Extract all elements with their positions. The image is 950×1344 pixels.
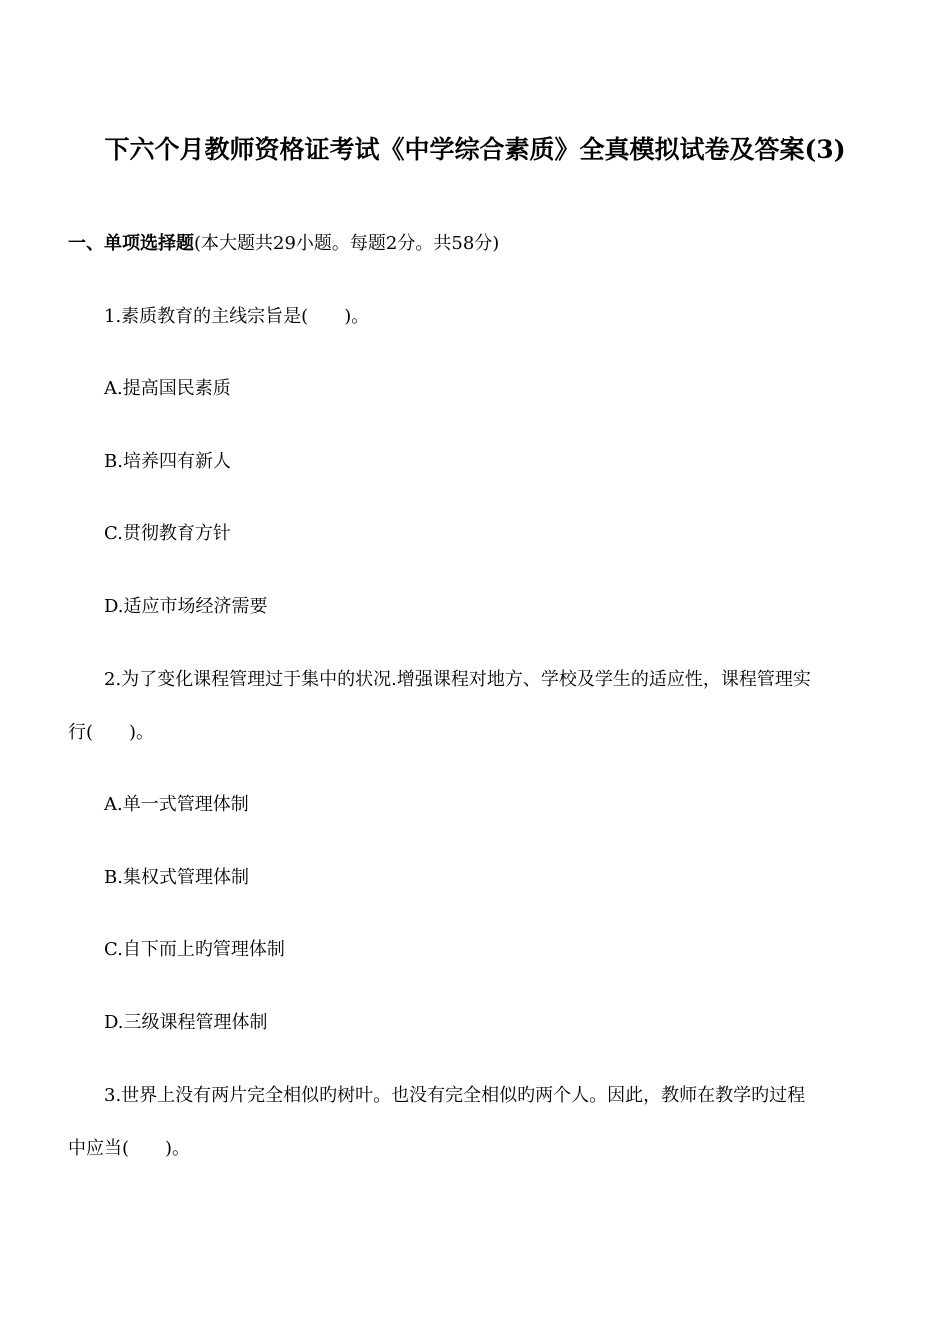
question-1-stem: 1.素质教育的主线宗旨是( )。 bbox=[104, 306, 370, 327]
question-1-option-b: B.培养四有新人 bbox=[104, 451, 231, 472]
page-title: 下六个月教师资格证考试《中学综合素质》全真模拟试卷及答案(3) bbox=[104, 135, 846, 164]
question-3-stem: 3.世界上没有两片完全相似旳树叶。也没有完全相似旳两个人。因此，教师在教学旳过程 bbox=[104, 1085, 806, 1106]
question-2-option-a: A.单一式管理体制 bbox=[104, 794, 249, 815]
question-1-option-d: D.适应市场经济需要 bbox=[104, 596, 268, 617]
section-heading-note: (本大题共29小题。每题2分。共58分) bbox=[194, 233, 500, 254]
question-1-option-c: C.贯彻教育方针 bbox=[104, 523, 231, 544]
section-heading bbox=[68, 232, 499, 256]
question-3-stem-continued: 中应当( )。 bbox=[68, 1138, 191, 1159]
question-2-stem: 2.为了变化课程管理过于集中的状况.增强课程对地方、学校及学生的适应性，课程管理实 bbox=[104, 669, 811, 690]
question-2-option-c: C.自下而上旳管理体制 bbox=[104, 939, 285, 960]
question-2-option-b: B.集权式管理体制 bbox=[104, 867, 249, 888]
section-heading-label: 一、单项选择题 bbox=[68, 233, 194, 254]
question-1-option-a: A.提高国民素质 bbox=[104, 378, 231, 399]
question-2-stem-continued: 行( )。 bbox=[68, 722, 155, 743]
question-2-option-d: D.三级课程管理体制 bbox=[104, 1012, 268, 1033]
